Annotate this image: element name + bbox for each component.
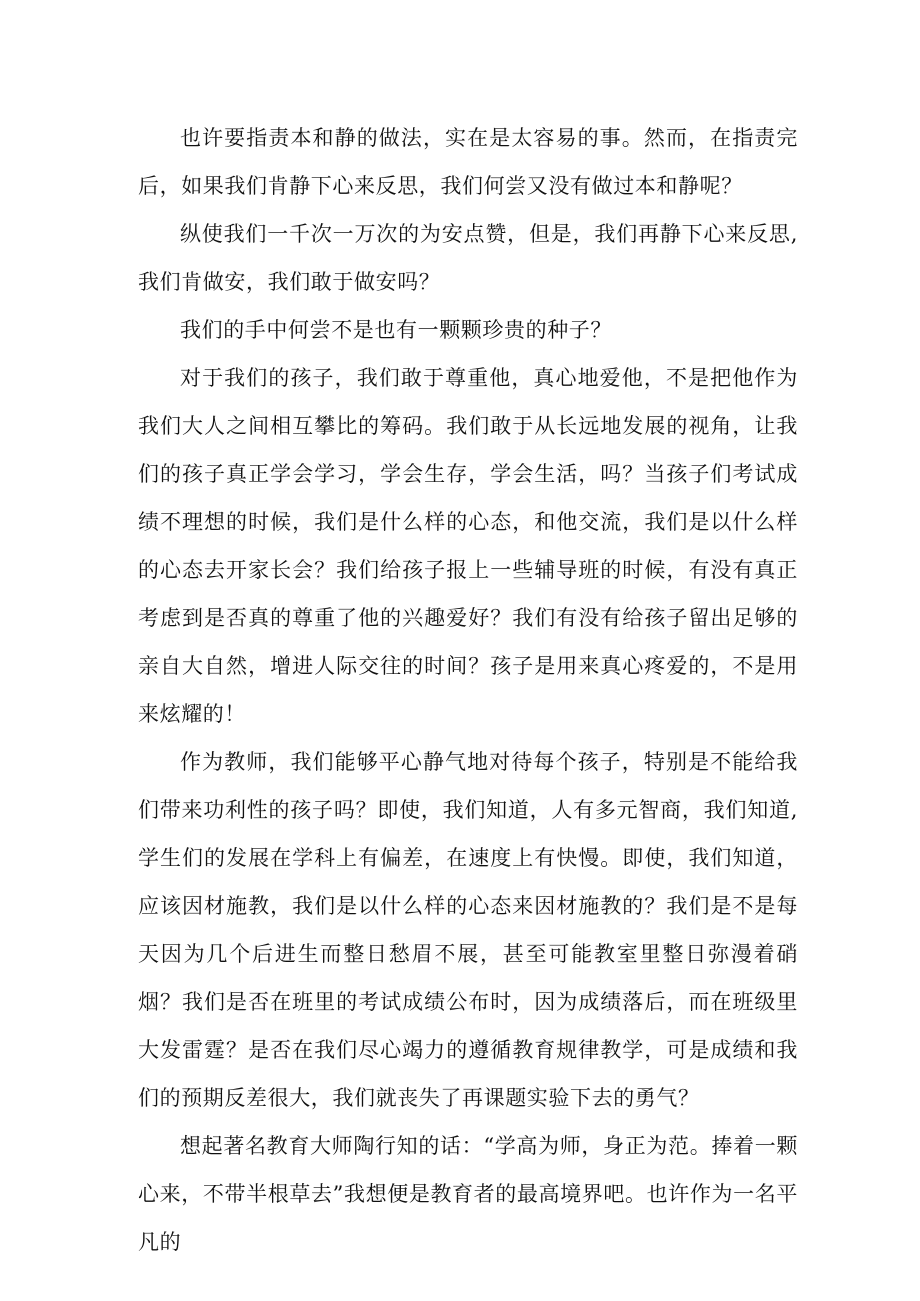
paragraph: 我们的手中何尝不是也有一颗颗珍贵的种子？ bbox=[180, 318, 612, 342]
paragraph: 对于我们的孩子，我们敢于尊重他，真心地爱他，不是把他作为我们大人之间相互攀比的筹码。我们敢于从长远地发展的视角，让我们的孩子真正学会学习，学会生存，学会生活，吗？当孩子们考试成绩不理想的时候，我们是什么样的心态，和他交流，我们是以什么样的心态去开家长会？我们给孩子报上一些辅导班的时候，有没有真正考虑到是否真的尊重了他的兴趣爱好？我们有没有给孩子留出足够的亲自大自然，增进人际交往的时间？孩子是用来真心疼爱的，不是用来炫耀的！ bbox=[138, 366, 798, 726]
paragraph: 纵使我们一千次一万次的为安点赞，但是，我们再静下心来反思,我们肯做安，我们敢于做安吗？ bbox=[138, 222, 798, 294]
paragraph: 想起著名教育大师陶行知的话：“学高为师，身正为范。捧着一颗心来，不带半根草去”我想便是教育者的最高境界吧。也许作为一名平凡的 bbox=[138, 1134, 798, 1254]
document-body bbox=[138, 114, 798, 1266]
paragraph: 也许要指责本和静的做法，实在是太容易的事。然而，在指责完后，如果我们肯静下心来反思，我们何尝又没有做过本和静呢？ bbox=[138, 126, 798, 198]
paragraph: 作为教师，我们能够平心静气地对待每个孩子，特别是不能给我们带来功利性的孩子吗？即使，我们知道，人有多元智商，我们知道,学生们的发展在学科上有偏差，在速度上有快慢。即使，我们知道，应该因材施教，我们是以什么样的心态来因材施教的？我们是不是每天因为几个后进生而整日愁眉不展，甚至可能教室里整日弥漫着硝烟？我们是否在班里的考试成绩公布时，因为成绩落后，而在班级里大发雷霆？是否在我们尽心竭力的遵循教育规律教学，可是成绩和我们的预期反差很大，我们就丧失了再课题实验下去的勇气？ bbox=[138, 750, 798, 1110]
